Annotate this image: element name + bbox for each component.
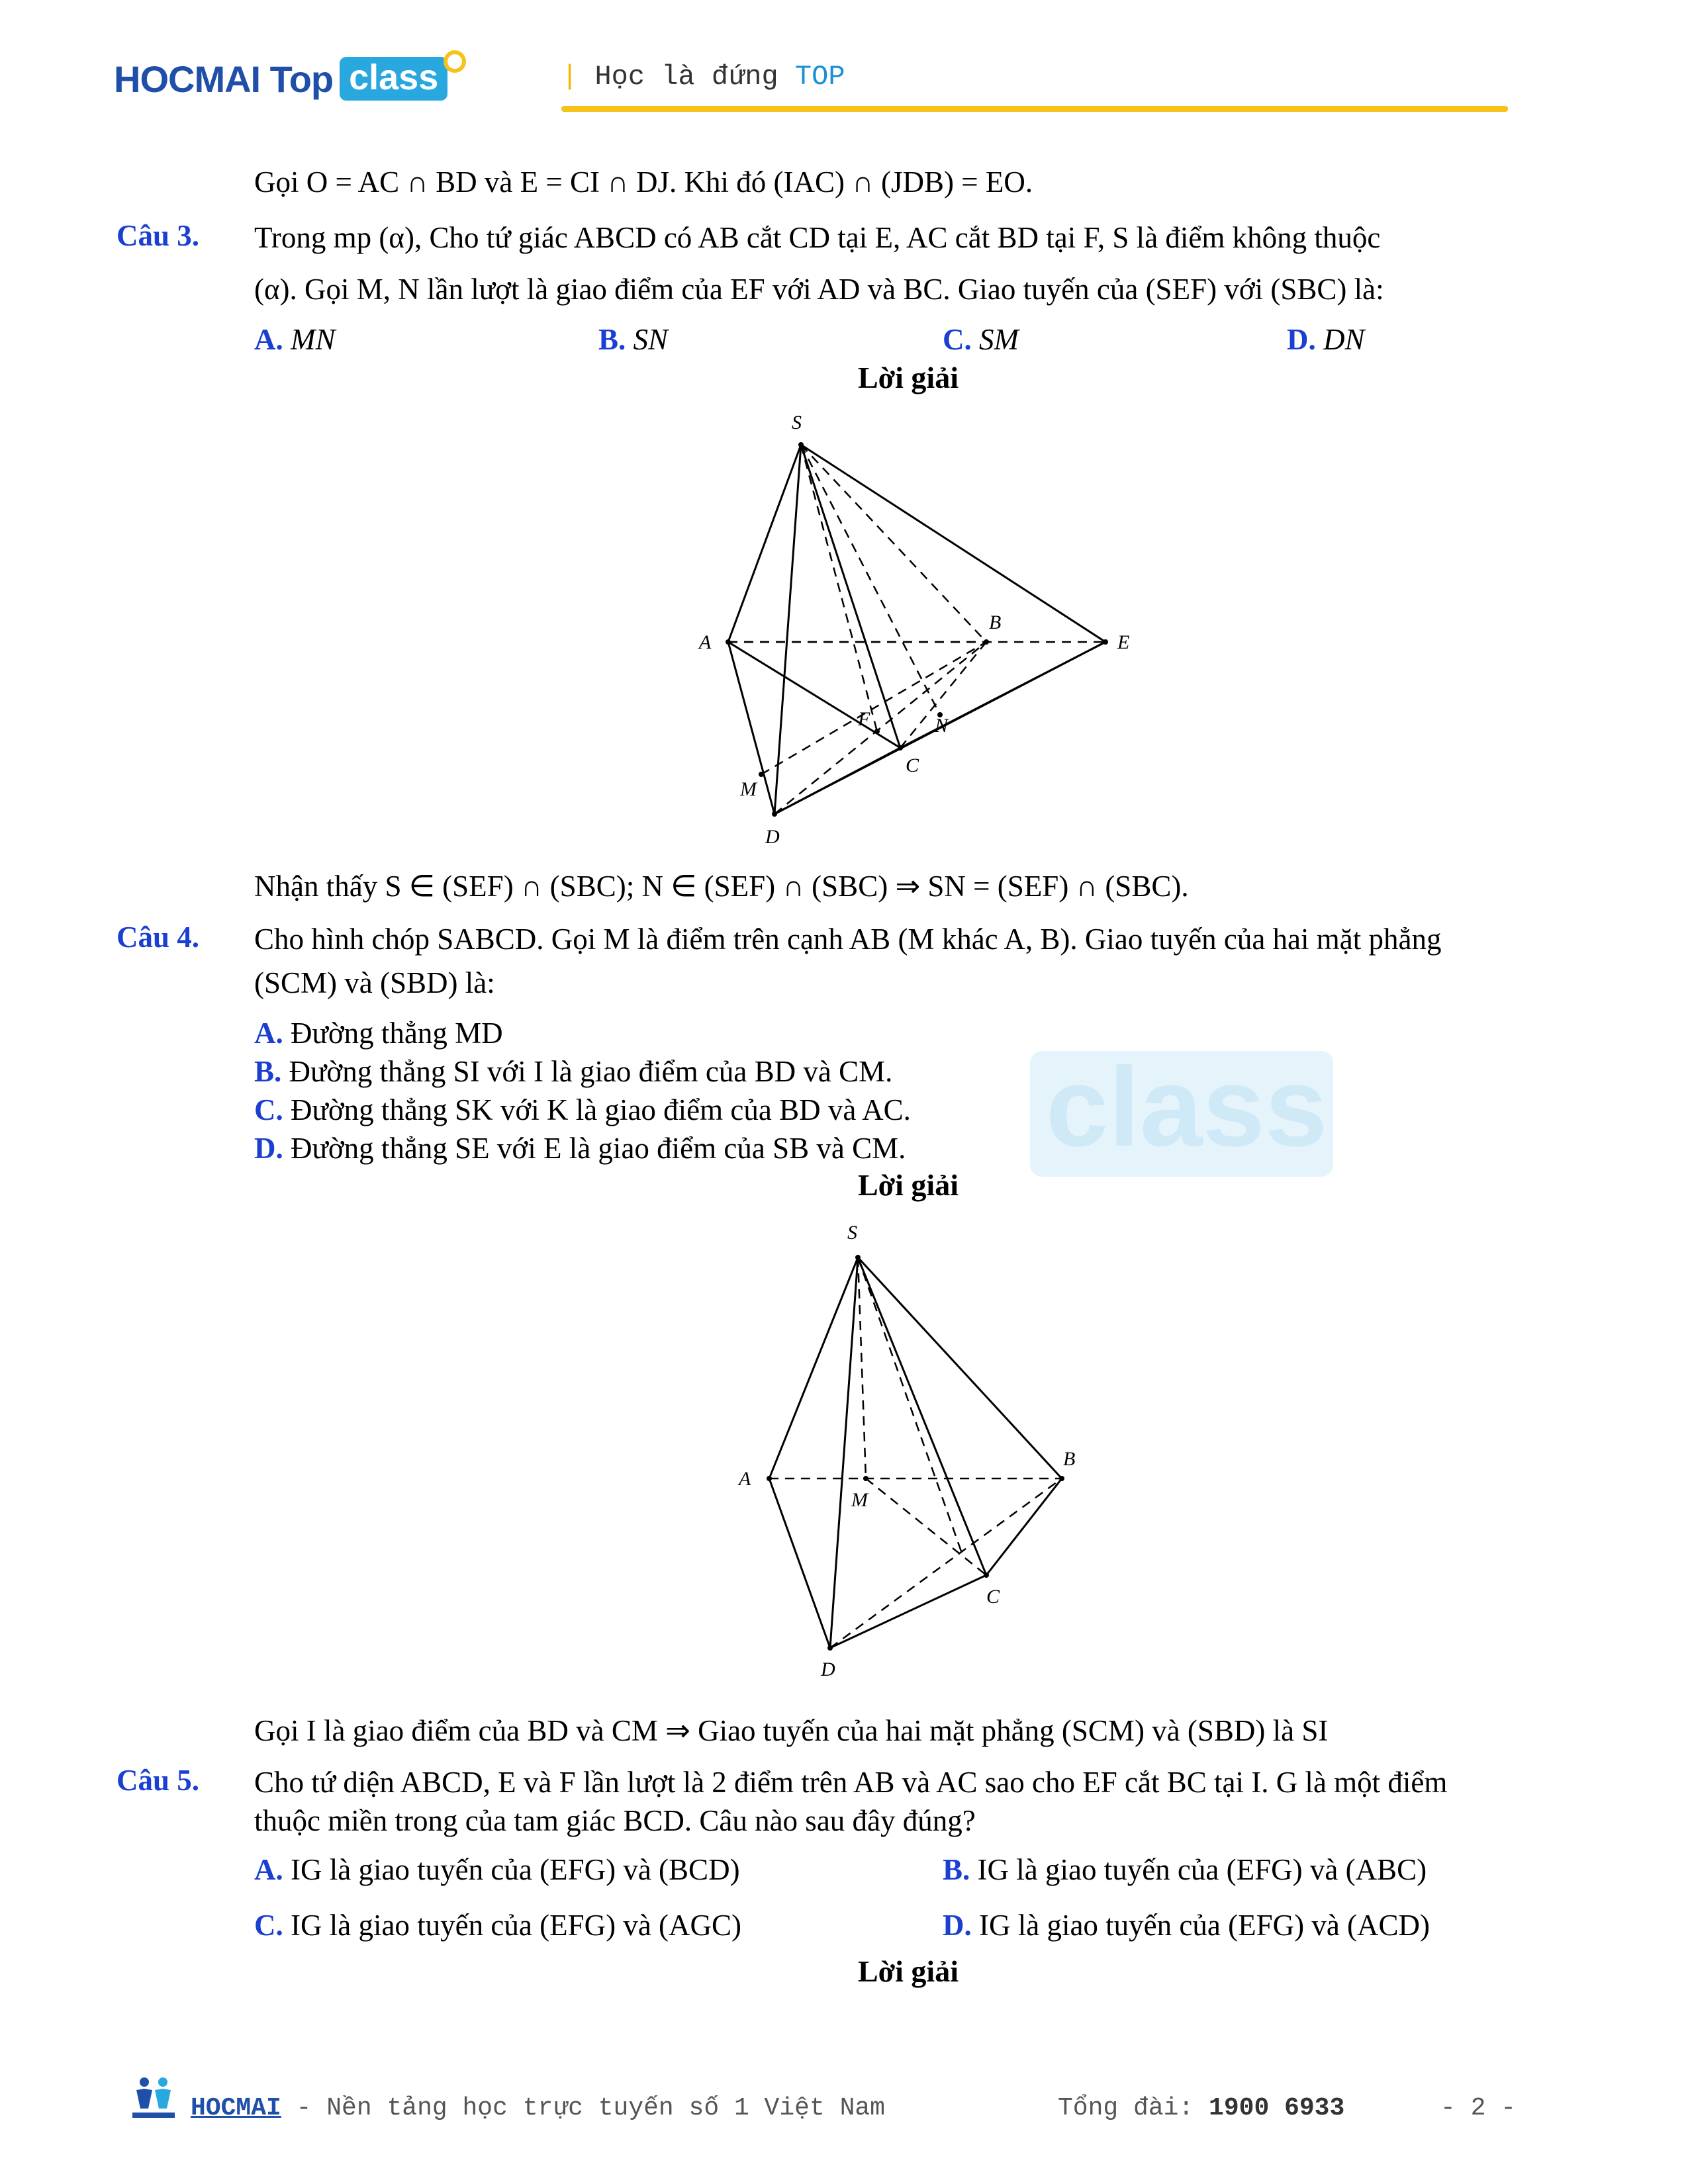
label-s: S [847, 1222, 857, 1244]
q5-option-c-value: IG là giao tuyến của (EFG) và (AGC) [291, 1909, 742, 1942]
header [0, 0, 1688, 119]
label-n: N [935, 715, 949, 737]
label-d: D [821, 1659, 835, 1680]
q4-line1: Cho hình chóp SABCD. Gọi M là điểm trên cạnh AB (M khác A, B). Giao tuyến của hai mặt phẳng [254, 923, 1442, 956]
q3-option-b-value: SN [633, 323, 669, 356]
q3-option-a-value: MN [291, 323, 336, 356]
q4-option-d[interactable] [254, 1129, 906, 1167]
q4-option-a[interactable] [254, 1014, 503, 1052]
q5-line1: Cho tứ diện ABCD, E và F lần lượt là 2 điểm trên AB và AC sao cho EF cắt BC tại I. G là một điểm [254, 1766, 1448, 1799]
footer-text [191, 2094, 885, 2122]
label-b: B [989, 612, 1002, 633]
q4-option-b-key: B. [254, 1055, 282, 1088]
sun-icon [444, 50, 466, 73]
q4-line2: (SCM) và (SBD) là: [254, 966, 495, 999]
label-b: B [1063, 1448, 1076, 1470]
label-m: M [851, 1489, 868, 1511]
q5-option-c-key: C. [254, 1909, 283, 1942]
q4-option-d-value: Đường thẳng SE với E là giao điểm của SB và CM. [291, 1132, 906, 1165]
q3-line1: Trong mp (α), Cho tứ giác ABCD có AB cắt CD tại E, AC cắt BD tại F, S là điểm không thuộc [254, 221, 1381, 254]
q5-option-a-key: A. [254, 1853, 283, 1886]
label-a: A [699, 631, 712, 653]
q4-option-a-value: Đường thẳng MD [291, 1017, 503, 1050]
q4-option-b-value: Đường thẳng SI với I là giao điểm của BD và CM. [289, 1055, 893, 1088]
q4-option-c[interactable] [254, 1091, 911, 1129]
label-m: M [740, 778, 757, 800]
label-f: F [858, 708, 870, 730]
tagline [561, 61, 845, 93]
footer-hotline [1058, 2094, 1344, 2122]
q4-option-c-key: C. [254, 1093, 283, 1126]
q3-option-b[interactable] [598, 320, 668, 359]
q3-label: Câu 3. [117, 219, 200, 252]
q3-option-c-value: SM [979, 323, 1019, 356]
q3-option-a[interactable] [254, 320, 336, 359]
q3-option-d[interactable] [1287, 320, 1365, 359]
q3-solution-title: Lời giải [858, 361, 959, 394]
q5-option-d-value: IG là giao tuyến của (EFG) và (ACD) [979, 1909, 1430, 1942]
q5-option-b-key: B. [943, 1853, 970, 1886]
q4-label: Câu 4. [117, 921, 200, 954]
intro-line: Gọi O = AC ∩ BD và E = CI ∩ DJ. Khi đó (IAC) ∩ (JDB) = EO. [254, 165, 1033, 199]
footer-hotline-label: Tổng đài: [1058, 2094, 1194, 2122]
q3-figure [675, 404, 1152, 854]
label-e: E [1117, 631, 1130, 653]
q3-option-d-value: DN [1323, 323, 1365, 356]
q5-option-a[interactable] [254, 1850, 740, 1889]
q5-option-a-value: IG là giao tuyến của (EFG) và (BCD) [291, 1853, 740, 1886]
q5-option-b-value: IG là giao tuyến của (EFG) và (ABC) [977, 1853, 1427, 1886]
footer-brand-link[interactable]: HOCMAI [191, 2094, 281, 2122]
q4-option-d-key: D. [254, 1132, 283, 1165]
label-s: S [792, 412, 802, 433]
q4-option-a-key: A. [254, 1017, 283, 1050]
q4-figure [715, 1211, 1112, 1688]
q5-solution-title: Lời giải [858, 1954, 959, 1988]
tagline-top: TOP [794, 61, 845, 93]
q5-line2: thuộc miền trong của tam giác BCD. Câu nào sau đây đúng? [254, 1804, 976, 1837]
footer [0, 2071, 1688, 2151]
q5-option-b[interactable] [943, 1850, 1427, 1889]
q4-option-c-value: Đường thẳng SK với K là giao điểm của BD và AC. [291, 1093, 911, 1126]
label-c: C [906, 754, 919, 776]
footer-page-number: - 2 - [1440, 2094, 1517, 2122]
q5-label: Câu 5. [117, 1764, 200, 1797]
q3-option-d-key: D. [1287, 323, 1316, 356]
tagline-bar: | [561, 61, 579, 93]
q3-option-a-key: A. [254, 323, 283, 356]
q3-conclusion: Nhận thấy S ∈ (SEF) ∩ (SBC); N ∈ (SEF) ∩ (SBC) ⇒ SN = (SEF) ∩ (SBC). [254, 870, 1189, 903]
q3-option-b-key: B. [598, 323, 626, 356]
brand-class: class [340, 57, 447, 101]
brand-main: HOCMAI Top [114, 58, 334, 100]
q3-line2: (α). Gọi M, N lần lượt là giao điểm của EF với AD và BC. Giao tuyến của (SEF) với (SBC) là: [254, 273, 1384, 306]
q5-option-d[interactable] [943, 1906, 1430, 1944]
q3-option-c-key: C. [943, 323, 972, 356]
footer-slogan: - Nền tảng học trực tuyến số 1 Việt Nam [296, 2094, 885, 2122]
q4-solution-title: Lời giải [858, 1168, 959, 1202]
q5-option-d-key: D. [943, 1909, 972, 1942]
hocmai-logo-icon [130, 2075, 177, 2122]
label-a: A [739, 1468, 751, 1490]
tagline-text: Học là đứng [594, 61, 778, 93]
header-divider [561, 106, 1508, 112]
q5-option-c[interactable] [254, 1906, 741, 1944]
label-d: D [765, 826, 780, 848]
label-c: C [986, 1586, 1000, 1608]
watermark: class [1046, 1044, 1328, 1170]
q3-option-c[interactable] [943, 320, 1019, 359]
footer-hotline-number[interactable]: 1900 6933 [1209, 2094, 1345, 2122]
q4-option-b[interactable] [254, 1052, 892, 1091]
brand-logo [114, 57, 466, 101]
q4-conclusion: Gọi I là giao điểm của BD và CM ⇒ Giao tuyến của hai mặt phẳng (SCM) và (SBD) là SI [254, 1714, 1329, 1747]
